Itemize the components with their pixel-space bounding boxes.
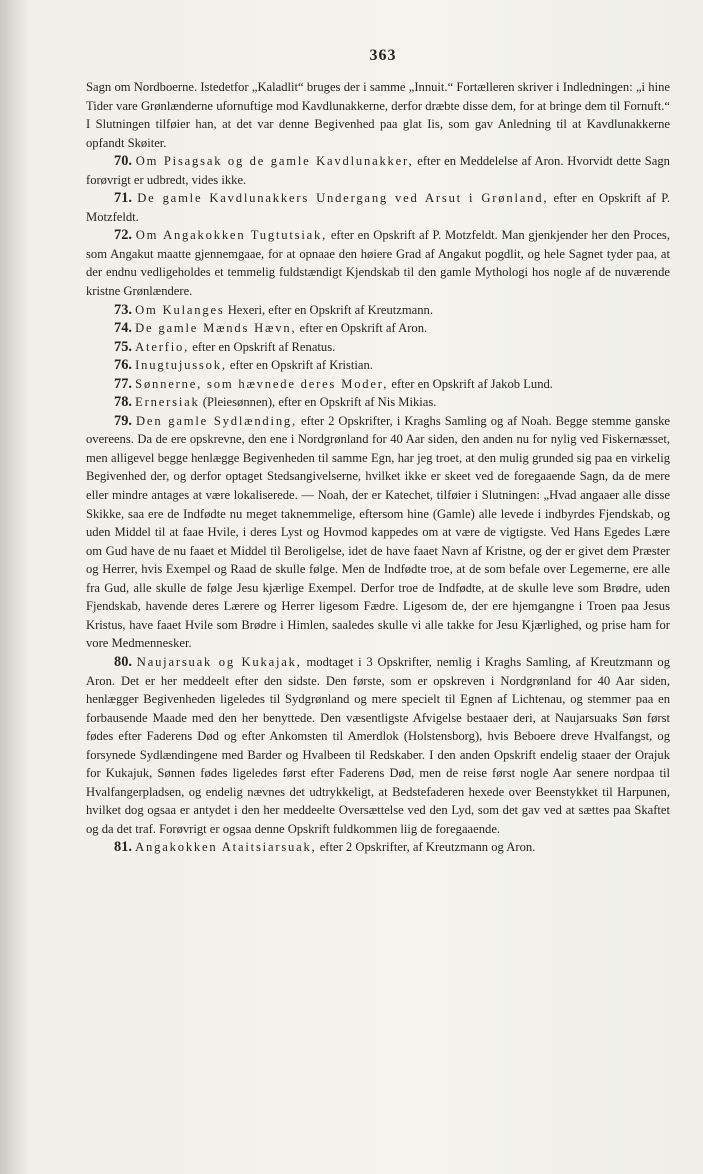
entry-number: 76.: [114, 357, 132, 374]
entry-text: efter en Opskrift af P. Motzfeldt.: [86, 191, 670, 224]
entry-75: [86, 338, 670, 357]
entry-number: 74.: [114, 320, 132, 337]
entry-title: Angakokken Ataitsiarsuak,: [135, 840, 317, 855]
entry-text: Hexeri, efter en Opskrift af Kreutzmann.: [224, 302, 433, 317]
entry-79: [86, 412, 670, 653]
entry-number: 80.: [114, 653, 132, 670]
entry-74: [86, 319, 670, 338]
entry-number: 75.: [114, 338, 132, 355]
entry-text: modtaget i 3 Opskrifter, nemlig i Kraghs Samling, af Kreutzmann og Aron. Det er her meddeelt efter den sidste. Den første, som er opskreven i Nordgrønland for 40 Aar siden, henlægger Begivenheden ligeledes til Sydgrønland og mere specielt til Egnen af Lichtenau, og stemmer paa en forbausende Maade med den her benyttede. Den væsentligste Afvigelse bestaaer deri, at Naujarsuaks Søn først fødes efter Faderens Død og efter Ankomsten til Amerdlok (Holstensborg), hvis Beboere dreve Hvalfangst, og forsynede Sydlændingene med Barder og Hvalbeen til Redskaber. I den anden Opskrift endelig staaer der Orajuk for Kukajuk, Sønnen fødes ligeledes først efter Faderens Død, men de reise først nogle Aar senere nordpaa til Hvalfangerpladsen, og endelig nævnes det udtrykkeligt, at Bedstefaderen hexede over Beenstykket til Harpunen, hvilket dog ogsaa er antydet i den her meddeelte Oversættelse ved den Lyd, som det gav ved at sættes paa Skaftet og da det traf. Forøvrigt er ogsaa denne Opskrift fuldkommen liig de foregaaende.: [86, 654, 670, 836]
entry-text: (Pleiesønnen), efter en Opskrift af Nis Mikias.: [199, 395, 437, 410]
entry-78: [86, 393, 670, 412]
entry-text: efter en Meddelelse af Aron. Hvorvidt dette Sagn forøvrigt er udbredt, vides ikke.: [86, 154, 670, 187]
entry-title: Om Kulanges: [135, 302, 225, 317]
entry-77: [86, 375, 670, 394]
entry-title: Den gamle Sydlænding,: [136, 413, 297, 428]
entry-text: efter en Opskrift af Kristian.: [226, 358, 373, 373]
entry-number: 81.: [114, 839, 132, 856]
entry-text: efter en Opskrift af Renatus.: [189, 339, 336, 354]
entry-73: [86, 301, 670, 320]
entry-81: [86, 838, 670, 857]
entry-number: 73.: [114, 301, 132, 318]
intro-paragraph: Sagn om Nordboerne. Istedetfor „Kaladlit“ bruges der i samme „Innuit.“ Fortælleren skriver i Indledningen: „i hine Tider vare Grønlænderne ufornuftige mod Kavdlunakkerne, derfor dræbte disse dem, for at bringe dem til Fornuft.“ I Slutningen tilføier han, at det var denne Begivenhed paa glat Iis, som gav Anledning til at Kavdlunakkerne opfandt Skøiter.: [86, 80, 670, 150]
entry-number: 72.: [114, 227, 132, 244]
entry-76: [86, 356, 670, 375]
entry-70: [86, 152, 670, 189]
entry-number: 71.: [114, 190, 132, 207]
entry-title: Naujarsuak og Kukajak,: [136, 654, 302, 669]
entry-71: [86, 189, 670, 226]
entry-text: efter 2 Opskrifter, af Kreutzmann og Aron.: [316, 840, 536, 855]
document-page: [86, 44, 670, 857]
entry-number: 79.: [114, 412, 132, 429]
entry-title: Inugtujussok,: [135, 358, 227, 373]
entry-title: Om Pisagsak og de gamle Kavdlunakker,: [135, 154, 414, 169]
entry-title: De gamle Kavdlunakkers Undergang ved Arsut i Grønland,: [137, 191, 549, 206]
entry-title: Aterfio,: [135, 339, 190, 354]
entry-number: 78.: [114, 394, 132, 411]
entry-title: De gamle Mænds Hævn,: [135, 321, 297, 336]
entry-title: Om Angakokken Tugtutsiak,: [135, 228, 328, 243]
entry-number: 70.: [114, 153, 132, 170]
entry-number: 77.: [114, 375, 132, 392]
entry-80: [86, 653, 670, 838]
page-number: 363: [369, 47, 397, 64]
entry-title: Ernersiak: [135, 395, 200, 410]
entry-text: efter en Opskrift af Aron.: [296, 321, 428, 336]
entry-text: efter en Opskrift af P. Motzfeldt. Man gjenkjender her den Proces, som Angakut maatte gjennemgaae, for at opnaae den høiere Grad af Angakut pogdlit, og hele Sagnet tyder paa, at der endnu vedligeholdes et temmelig fuldstændigt Kjendskab til den gamle Mythologi hos nogle af de nuværende kristne Grønlændere.: [86, 228, 670, 299]
entry-text: efter en Opskrift af Jakob Lund.: [388, 376, 553, 391]
entry-text: efter 2 Opskrifter, i Kraghs Samling og af Noah. Begge stemme ganske overeens. Da de ere opskrevne, den ene i Nordgrønland for 40 Aar siden, den anden nu for nylig ved Fiskernæsset, men alligevel begge henlægge Begivenheden til samme Egn, har jeg troet, at den mulig grunded sig paa en virkelig Begivenhed der, og derfor optaget Stedsangivelserne, hvilket ikke er skeet ved de foregaaende Sagn, da de mere eller mindre antages at være lokaliserede. — Noah, der er Katechet, tilføier i Slutningen: „Hvad angaaer alle disse Skikke, saa ere de Indfødte nu meget taknemmelige, eftersom hine (Gamle) alle levede i indbyrdes Fjendskab, og uden Middel til at faae Hvile, i deres Lyst og Hovmod kappedes om at være de vigtigste. Ved Hans Egedes Lære om Gud have de nu faaet et Middel til Beroligelse, idet de have faaet Navn af Kristne, og der er givet dem Præster og Herrer, hvis Exempel og Raad de skulle følge. Men de Indfødte troe, at de som befale over Legemerne, ere alle fra Gud, alle skulle de følge Jesu kjærlige Exempel. Derfor troe de Indfødte, at de skulle leve som Brødre, uden Fjendskab, havende deres Lærere og Herrer ligesom Fædre. Ligesom de, der ere hjemgangne i Troen paa Jesus Kristus, have faaet Hvile som Brødre i Himlen, saaledes skulle vi alle takke for Jesu Kjærlighed, og prise ham for vore Medmennesker.: [86, 413, 670, 651]
entry-title: Sønnerne, som hævnede deres Moder,: [135, 376, 389, 391]
entry-72: [86, 226, 670, 300]
